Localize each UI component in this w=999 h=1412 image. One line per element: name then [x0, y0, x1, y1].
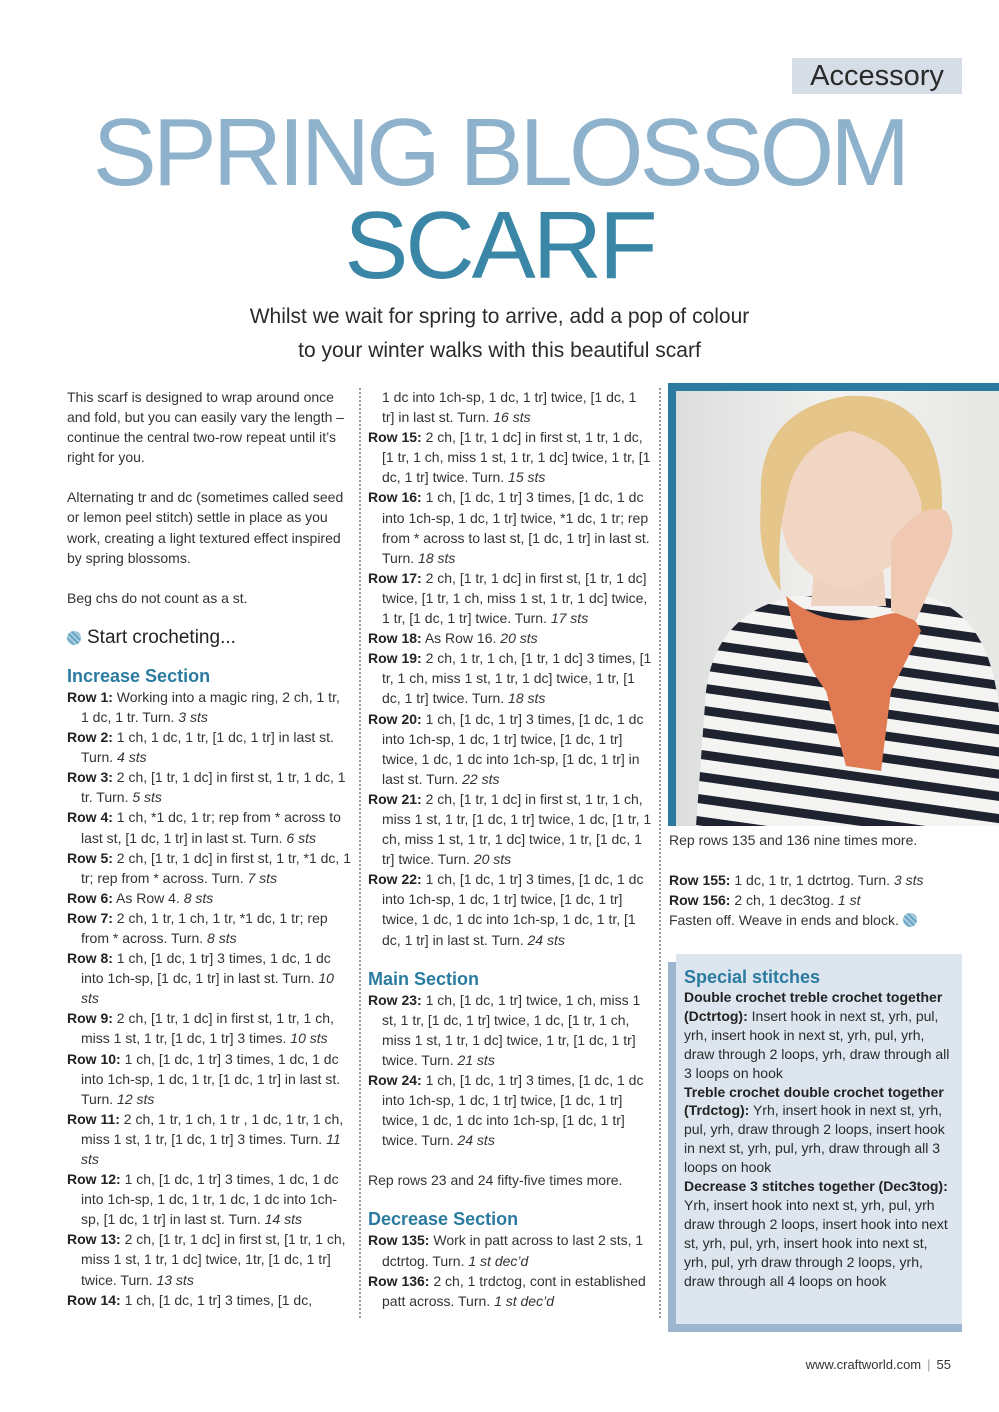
- intro-paragraph: Alternating tr and dc (sometimes called seed or lemon peel stitch) settle in place as you work, creating a light textured effect inspired by spring blossoms.: [67, 489, 344, 566]
- fasten-off: Fasten off. Weave in ends and block.: [669, 910, 969, 930]
- pattern-row: Row 135: Work in patt across to last 2 sts, 1 dctrtog. Turn. 1 st dec’d: [368, 1232, 644, 1269]
- pattern-row: Row 22: 1 ch, [1 dc, 1 tr] 3 times, [1 dc, 1 dc into 1ch-sp, 1 dc, 1 tr] twice, [1 dc, 1 tr] twice, 1 dc, 1 dc into 1ch-sp, 1 dc, 1 tr, [1 dc, 1 tr] in last st. Turn. 24 sts: [368, 871, 644, 948]
- pattern-row: Row 15: 2 ch, [1 tr, 1 dc] in first st, 1 tr, 1 dc, [1 tr, 1 ch, miss 1 st, 1 tr, 1 dc] twice, 1 tr, [1 dc, 1 tr] twice. Turn. 15 sts: [368, 429, 651, 486]
- intro-paragraph: This scarf is designed to wrap around once and fold, but you can easily vary the length – continue the central two-row repeat until it’s right for you.: [67, 389, 345, 466]
- model-photo: [676, 391, 999, 826]
- page-title-line2: SCARF: [344, 192, 655, 299]
- page-title-line1: SPRING BLOSSOM: [92, 99, 907, 206]
- special-items: [684, 988, 954, 1291]
- main-heading: Main Section: [368, 968, 480, 989]
- yarn-ball-icon: [67, 631, 81, 645]
- pattern-row: Row 12: 1 ch, [1 dc, 1 tr] 3 times, 1 dc, 1 dc into 1ch-sp, 1 dc, 1 tr, 1 dc, 1 dc into 1ch-sp, [1 dc, 1 tr] in last st. Turn. 14 sts: [67, 1171, 339, 1228]
- column-divider: [359, 388, 361, 1318]
- standfirst-line: to your winter walks with this beautiful scarf: [298, 339, 701, 362]
- decrease-heading: Decrease Section: [368, 1209, 519, 1230]
- special-stitch: Treble crochet double crochet together (Trdctog): Yrh, insert hook in next st, yrh, pul, yrh, draw through 2 loops, insert hook in next st, yrh, pul, yrh, draw through all 3 loops on hook: [684, 1083, 945, 1176]
- pattern-row: Row 1: Working into a magic ring, 2 ch, 1 tr, 1 dc, 1 tr. Turn. 3 sts: [67, 688, 340, 725]
- category-tag: Accessory: [792, 58, 962, 94]
- pattern-row: Row 9: 2 ch, [1 tr, 1 dc] in first st, 1 tr, 1 ch, miss 1 st, 1 tr, [1 dc, 1 tr] 3 times. 10 sts: [67, 1010, 334, 1047]
- increase-rows-continued: [368, 427, 652, 949]
- pattern-row: Row 10: 1 ch, [1 dc, 1 tr] 3 times, 1 dc, 1 dc into 1ch-sp, 1 dc, 1 tr, [1 dc, 1 tr] in last st. Turn. 12 sts: [67, 1050, 341, 1107]
- pattern-row: Row 20: 1 ch, [1 dc, 1 tr] 3 times, [1 dc, 1 dc into 1ch-sp, 1 dc, 1 tr] twice, [1 dc, 1 tr] twice, 1 dc, 1 dc into 1ch-sp, [1 dc, 1 tr] in last st. Turn. 22 sts: [368, 710, 644, 787]
- column-2: [368, 387, 652, 1311]
- pattern-row: Row 19: 2 ch, 1 tr, 1 ch, [1 tr, 1 dc] 3 times, [1 tr, 1 ch, miss 1 st, 1 tr, 1 dc] twice, 1 tr, [1 dc, 1 tr] twice. Turn. 18 sts: [368, 650, 652, 707]
- pattern-row: Row 5: 2 ch, [1 tr, 1 dc] in first st, 1 tr, *1 dc, 1 tr; rep from * across. Turn. 7 sts: [67, 849, 351, 886]
- pattern-row: Row 24: 1 ch, [1 dc, 1 tr] 3 times, [1 dc, 1 dc into 1ch-sp, 1 dc, 1 tr] twice, [1 dc, 1 tr] twice, 1 dc, 1 dc into 1ch-sp, [1 dc, 1 tr] twice. Turn. 24 sts: [368, 1072, 644, 1149]
- footer: www.craftworld.com | 55: [805, 1357, 951, 1372]
- intro-paragraph: Beg chs do not count as a st.: [67, 589, 248, 606]
- pattern-row: Row 136: 2 ch, 1 trdctog, cont in established patt across. Turn. 1 st dec’d: [368, 1272, 646, 1309]
- pattern-row: Row 4: 1 ch, *1 dc, 1 tr; rep from * across to last st, [1 dc, 1 tr] in last st. Turn. 6 sts: [67, 809, 341, 846]
- main-repeat: Rep rows 23 and 24 fifty-five times more.: [368, 1172, 623, 1189]
- column-1: [67, 387, 351, 1310]
- standfirst-line: Whilst we wait for spring to arrive, add a pop of colour: [249, 305, 750, 328]
- start-heading: [67, 626, 351, 650]
- pattern-row: Row 155: 1 dc, 1 tr, 1 dctrtog. Turn. 3 sts: [669, 872, 924, 889]
- special-stitch: Double crochet treble crochet together (Dctrtog): Insert hook in next st, yrh, pul, yrh, insert hook in next st, yrh, pul, yrh, draw through 2 loops, yrh, draw through all 3 loops on hook: [684, 989, 950, 1081]
- final-rows: [669, 870, 969, 910]
- pattern-row: Row 14: 1 ch, [1 dc, 1 tr] 3 times, [1 dc,: [67, 1291, 313, 1308]
- increase-rows: [67, 687, 351, 1310]
- main-rows: [368, 990, 652, 1151]
- pattern-row: Row 23: 1 ch, [1 dc, 1 tr] twice, 1 ch, miss 1 st, 1 tr, [1 dc, 1 tr] twice, 1 dc, [1 tr, 1 ch, miss 1 st, 1 tr, 1 dc] twice, 1 tr, [1 dc, 1 tr] twice. Turn. 21 sts: [368, 991, 641, 1068]
- special-title: Special stitches: [684, 967, 821, 987]
- pattern-row: Row 3: 2 ch, [1 tr, 1 dc] in first st, 1 tr, 1 dc, 1 tr. Turn. 5 sts: [67, 769, 346, 806]
- pattern-row: Row 6: As Row 4. 8 sts: [67, 889, 214, 906]
- model-illustration: [676, 391, 999, 826]
- row-continuation: 1 dc into 1ch-sp, 1 dc, 1 tr] twice, [1 dc, 1 tr] in last st. Turn. 16 sts: [382, 389, 637, 426]
- pattern-row: Row 21: 2 ch, [1 tr, 1 dc] in first st, 1 tr, 1 ch, miss 1 st, 1 tr, [1 dc, 1 tr] twice, 1 dc, [1 tr, 1 ch, miss 1 st, 1 tr, 1 dc] twice, 1 tr, [1 dc, 1 tr] twice. Turn. 20 sts: [368, 790, 652, 868]
- pattern-row: Row 156: 2 ch, 1 dec3tog. 1 st: [669, 892, 861, 909]
- yarn-ball-icon: [903, 913, 917, 927]
- column-divider: [659, 388, 661, 1318]
- pattern-row: Row 7: 2 ch, 1 tr, 1 ch, 1 tr, *1 dc, 1 tr; rep from * across. Turn. 8 sts: [67, 909, 328, 946]
- pattern-row: Row 13: 2 ch, [1 tr, 1 dc] in first st, [1 tr, 1 ch, miss 1 st, 1 tr, 1 dc] twice, 1tr, [1 dc, 1 tr] twice. Turn. 13 sts: [67, 1231, 346, 1288]
- decrease-rows: [368, 1230, 652, 1310]
- pattern-row: Row 11: 2 ch, 1 tr, 1 ch, 1 tr , 1 dc, 1 tr, 1 ch, miss 1 st, 1 tr, [1 dc, 1 tr] 3 times. Turn. 11 sts: [67, 1110, 344, 1167]
- special-stitch: Decrease 3 stitches together (Dec3tog): Yrh, insert hook into next st, yrh, pul, yrh draw through 2 loops, insert hook into next st, yrh, pul, yrh, insert hook into next st, yrh, pul, yrh draw through 2 loops, yrh, draw through all 4 loops on hook: [684, 1178, 948, 1289]
- standfirst: [0, 300, 999, 368]
- pattern-row: Row 16: 1 ch, [1 dc, 1 tr] 3 times, [1 dc, 1 dc into 1ch-sp, 1 dc, 1 tr] twice, *1 dc, 1 tr; rep from * across to last st, [1 dc, 1 tr] in last st. Turn. 18 sts: [368, 489, 650, 566]
- pattern-row: Row 2: 1 ch, 1 dc, 1 tr, [1 dc, 1 tr] in last st. Turn. 4 sts: [67, 729, 334, 766]
- pattern-row: Row 8: 1 ch, [1 dc, 1 tr] 3 times, 1 dc, 1 dc into 1ch-sp, [1 dc, 1 tr] in last st. Turn. 10 sts: [67, 950, 334, 1007]
- footer-site: www.craftworld.com: [805, 1357, 922, 1372]
- increase-heading: Increase Section: [67, 665, 211, 686]
- pattern-row: Row 17: 2 ch, [1 tr, 1 dc] in first st, [1 tr, 1 dc] twice, [1 tr, 1 ch, miss 1 st, 1 tr, 1 dc] twice, 1 tr, [1 dc, 1 tr] twice. Turn. 17 sts: [368, 569, 648, 627]
- start-heading-text: Start crocheting...: [87, 626, 236, 648]
- column-3: [669, 830, 969, 930]
- col3-repeat: Rep rows 135 and 136 nine times more.: [669, 832, 918, 848]
- special-stitches: [684, 966, 954, 1291]
- pattern-row: Row 18: As Row 16. 20 sts: [368, 630, 538, 647]
- page-number: 55: [936, 1357, 951, 1372]
